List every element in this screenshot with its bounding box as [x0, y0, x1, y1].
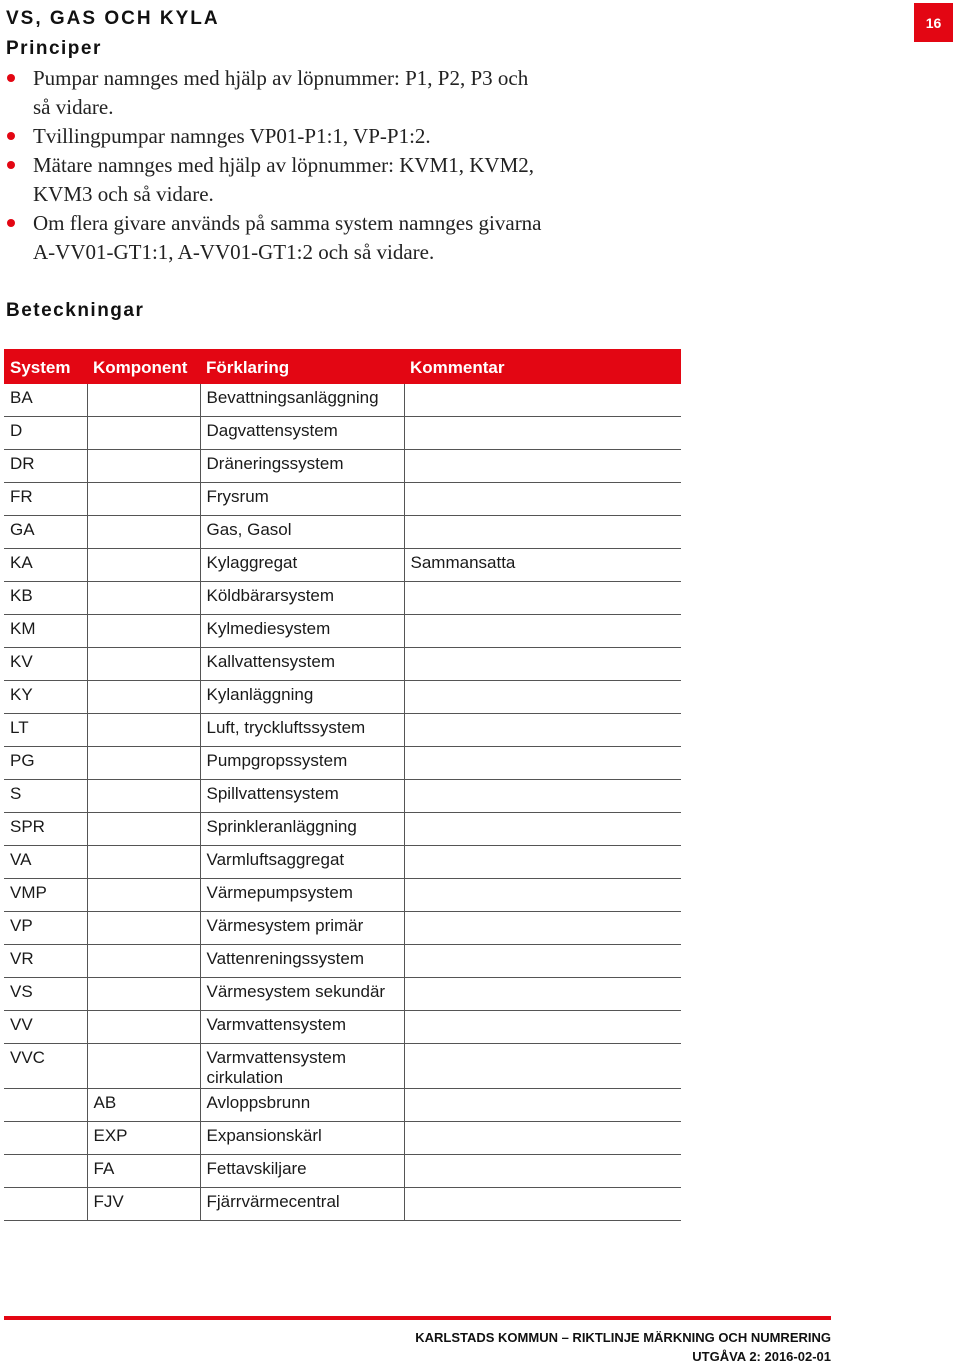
component-cell: FJV — [87, 1188, 200, 1221]
system-cell: SPR — [4, 813, 87, 846]
table-row — [4, 978, 681, 1011]
explanation-cell: Avloppsbrunn — [200, 1089, 404, 1122]
component-cell — [87, 483, 200, 516]
list-item: Mätare namnges med hjälp av löpnummer: KVM1, KVM2, KVM3 och så vidare. — [6, 151, 606, 209]
table-row — [4, 549, 681, 582]
comment-cell — [404, 483, 681, 516]
system-cell — [4, 1122, 87, 1155]
system-cell: LT — [4, 714, 87, 747]
table-row — [4, 846, 681, 879]
system-cell: S — [4, 780, 87, 813]
comment-cell — [404, 813, 681, 846]
bullet-icon — [7, 132, 15, 140]
component-cell — [87, 1044, 200, 1089]
comment-cell — [404, 516, 681, 549]
table-row — [4, 780, 681, 813]
explanation-cell: Pumpgropssystem — [200, 747, 404, 780]
table-row — [4, 1011, 681, 1044]
table-row — [4, 648, 681, 681]
column-header-comment: Kommentar — [404, 349, 681, 384]
table-row — [4, 945, 681, 978]
system-cell: KB — [4, 582, 87, 615]
table-row — [4, 747, 681, 780]
explanation-cell: Spillvattensystem — [200, 780, 404, 813]
comment-cell — [404, 1155, 681, 1188]
table-row — [4, 450, 681, 483]
column-header-explanation: Förklaring — [200, 349, 404, 384]
table-header-row — [4, 349, 681, 384]
system-cell — [4, 1188, 87, 1221]
table-body — [4, 384, 681, 1221]
comment-cell — [404, 714, 681, 747]
explanation-cell: Varmluftsaggregat — [200, 846, 404, 879]
comment-cell: Sammansatta — [404, 549, 681, 582]
component-cell — [87, 384, 200, 417]
explanation-cell: Kylmediesystem — [200, 615, 404, 648]
table-row — [4, 813, 681, 846]
list-item: Pumpar namnges med hjälp av löpnummer: P1, P2, P3 och så vidare. — [6, 64, 606, 122]
footer-divider — [4, 1316, 831, 1320]
table-row — [4, 483, 681, 516]
explanation-cell: Fettavskiljare — [200, 1155, 404, 1188]
list-item: Tvillingpumpar namnges VP01-P1:1, VP-P1:2. — [6, 122, 606, 151]
table-row — [4, 582, 681, 615]
explanation-cell: Bevattningsanläggning — [200, 384, 404, 417]
explanation-cell: Varmvattensystem — [200, 1011, 404, 1044]
table-row — [4, 1044, 681, 1089]
explanation-cell: Frysrum — [200, 483, 404, 516]
comment-cell — [404, 846, 681, 879]
explanation-cell: Kylanläggning — [200, 681, 404, 714]
component-cell — [87, 615, 200, 648]
bullet-icon — [7, 219, 15, 227]
page-title: VS, GAS OCH KYLA — [6, 8, 220, 29]
comment-cell — [404, 1122, 681, 1155]
table-row — [4, 1155, 681, 1188]
system-cell: KA — [4, 549, 87, 582]
footer-edition: UTGÅVA 2: 2016-02-01 — [692, 1349, 831, 1364]
component-cell — [87, 648, 200, 681]
component-cell — [87, 813, 200, 846]
explanation-cell: Dräneringssystem — [200, 450, 404, 483]
explanation-cell: Kallvattensystem — [200, 648, 404, 681]
component-cell — [87, 417, 200, 450]
system-cell: KV — [4, 648, 87, 681]
explanation-cell: Expansionskärl — [200, 1122, 404, 1155]
component-cell — [87, 1011, 200, 1044]
system-cell: FR — [4, 483, 87, 516]
designations-table — [4, 349, 681, 1221]
table-row — [4, 516, 681, 549]
principles-list — [6, 64, 606, 267]
comment-cell — [404, 978, 681, 1011]
component-cell — [87, 582, 200, 615]
table-row — [4, 879, 681, 912]
component-cell — [87, 945, 200, 978]
system-cell: GA — [4, 516, 87, 549]
component-cell — [87, 846, 200, 879]
system-cell — [4, 1089, 87, 1122]
comment-cell — [404, 1188, 681, 1221]
component-cell — [87, 978, 200, 1011]
component-cell — [87, 681, 200, 714]
component-cell — [87, 780, 200, 813]
comment-cell — [404, 945, 681, 978]
explanation-cell: Gas, Gasol — [200, 516, 404, 549]
explanation-cell: Värmepumpsystem — [200, 879, 404, 912]
comment-cell — [404, 681, 681, 714]
comment-cell — [404, 582, 681, 615]
explanation-cell: Varmvattensystem cirkulation — [200, 1044, 404, 1089]
designations-heading: Beteckningar — [6, 300, 145, 321]
system-cell: D — [4, 417, 87, 450]
explanation-cell: Värmesystem primär — [200, 912, 404, 945]
table-row — [4, 615, 681, 648]
principles-heading: Principer — [6, 38, 102, 59]
page-number-badge: 16 — [914, 3, 953, 42]
system-cell: PG — [4, 747, 87, 780]
system-cell: KY — [4, 681, 87, 714]
system-cell: BA — [4, 384, 87, 417]
list-item: Om flera givare används på samma system namnges givarna A-VV01-GT1:1, A-VV01-GT1:2 och så vidare. — [6, 209, 606, 267]
column-header-component: Komponent — [87, 349, 200, 384]
component-cell — [87, 450, 200, 483]
system-cell: VVC — [4, 1044, 87, 1089]
comment-cell — [404, 780, 681, 813]
bullet-icon — [7, 161, 15, 169]
table-row — [4, 384, 681, 417]
explanation-cell: Vattenreningssystem — [200, 945, 404, 978]
table-row — [4, 681, 681, 714]
table-row — [4, 1188, 681, 1221]
comment-cell — [404, 417, 681, 450]
explanation-cell: Sprinkleranläggning — [200, 813, 404, 846]
comment-cell — [404, 450, 681, 483]
comment-cell — [404, 747, 681, 780]
comment-cell — [404, 1089, 681, 1122]
system-cell: VMP — [4, 879, 87, 912]
component-cell: AB — [87, 1089, 200, 1122]
component-cell — [87, 549, 200, 582]
system-cell: VA — [4, 846, 87, 879]
comment-cell — [404, 648, 681, 681]
system-cell: DR — [4, 450, 87, 483]
component-cell — [87, 747, 200, 780]
component-cell: FA — [87, 1155, 200, 1188]
system-cell: VP — [4, 912, 87, 945]
component-cell — [87, 714, 200, 747]
footer-document-title: KARLSTADS KOMMUN – RIKTLINJE MÄRKNING OCH NUMRERING — [415, 1330, 831, 1345]
table-row — [4, 1122, 681, 1155]
system-cell — [4, 1155, 87, 1188]
explanation-cell: Dagvattensystem — [200, 417, 404, 450]
table-row — [4, 1089, 681, 1122]
system-cell: KM — [4, 615, 87, 648]
column-header-system: System — [4, 349, 87, 384]
table-row — [4, 417, 681, 450]
comment-cell — [404, 1011, 681, 1044]
table-row — [4, 714, 681, 747]
comment-cell — [404, 384, 681, 417]
comment-cell — [404, 912, 681, 945]
component-cell — [87, 879, 200, 912]
explanation-cell: Värmesystem sekundär — [200, 978, 404, 1011]
bullet-icon — [7, 74, 15, 82]
comment-cell — [404, 879, 681, 912]
explanation-cell: Kylaggregat — [200, 549, 404, 582]
component-cell — [87, 912, 200, 945]
comment-cell — [404, 615, 681, 648]
component-cell — [87, 516, 200, 549]
explanation-cell: Luft, tryckluftssystem — [200, 714, 404, 747]
table-row — [4, 912, 681, 945]
explanation-cell: Fjärrvärmecentral — [200, 1188, 404, 1221]
explanation-cell: Köldbärarsystem — [200, 582, 404, 615]
system-cell: VR — [4, 945, 87, 978]
component-cell: EXP — [87, 1122, 200, 1155]
system-cell: VV — [4, 1011, 87, 1044]
system-cell: VS — [4, 978, 87, 1011]
comment-cell — [404, 1044, 681, 1089]
